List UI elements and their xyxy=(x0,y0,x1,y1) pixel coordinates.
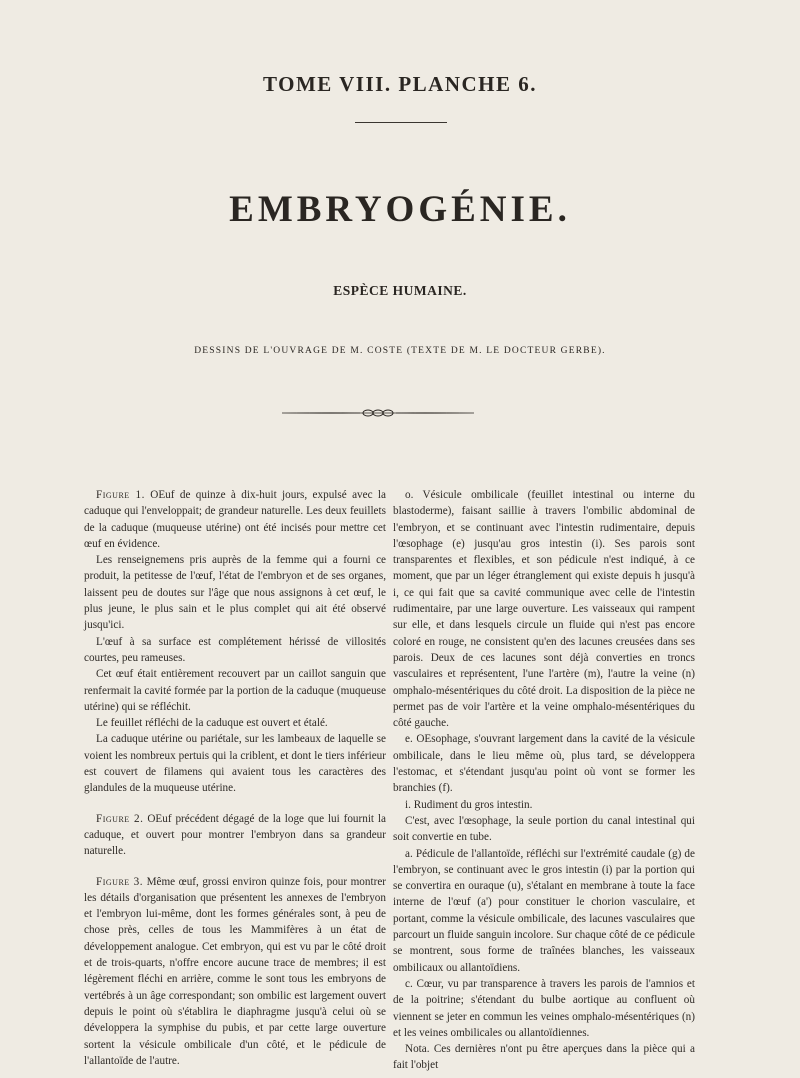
legend-c: c. Cœur, vu par transparence à travers les parois de l'amnios et de la poitrine; s'étendant du bulbe aortique au confluent où viennent se jeter en commun les veines omphalo-mésentériques (n) et les veines ombilicales ou allantoïdiennes. xyxy=(393,977,695,1039)
figure-3-text: Même œuf, grossi environ quinze fois, pour montrer les détails d'organisation que présentent les annexes de l'embryon et l'embryon lui-même, dont les formes générales sont, à peu de chose près, celles de tous les Mammifères à un état de développement analogue. Cet embryon, qui est vu par le côté droit et de trois-quarts, n'offre encore aucune trace de membres; il est légèrement fléchi en arrière, comme le sont tous les embryons de vertébrés à un âge correspondant; son ombilic est largement ouvert depuis le point où s'établira le diaphragme jusqu'à celui où se développera la symphise du pubis, et par cette large ouverture sortent la vésicule ombilicale d'un côté, et le pédicule de l'allantoïde de l'autre. xyxy=(84,875,387,1067)
credits-line: DESSINS DE L'OUVRAGE DE M. COSTE (TEXTE DE M. LE DOCTEUR GERBE). xyxy=(194,346,606,356)
figure-2-label: Figure 2. xyxy=(96,812,144,825)
short-rule xyxy=(355,122,447,123)
legend-nota: Nota. Ces dernières n'ont pu être aperçues dans la pièce qui a fait l'objet xyxy=(393,1043,695,1072)
paragraph: Le feuillet réfléchi de la caduque est ouvert et étalé. xyxy=(96,717,328,730)
paragraph: La caduque utérine ou pariétale, sur les lambeaux de laquelle se voient les nombreux pertuis qui la criblent, et dont le tiers inférieur est couvert de filamens qui avaient tous les caractères des glandules de la muqueuse utérine. xyxy=(84,733,386,795)
figure-2-paragraph xyxy=(84,811,386,860)
figure-2-text: OEuf précédent dégagé de la loge que lui fournit la caduque, et ouvert pour montrer l'embryon dans sa grandeur naturelle. xyxy=(84,812,386,858)
left-column xyxy=(84,487,386,1069)
page-title: EMBRYOGÉNIE. xyxy=(229,189,571,230)
legend-o: o. Vésicule ombilicale (feuillet intestinal ou interne du blastoderme), faisant saillie à travers l'ombilic abdominal de l'embryon, et se continuant avec l'intestin rudimentaire, depuis l'œsophage (e) jusqu'au gros intestin (i). Ses parois sont transparentes et flexibles, et son pédicule n'est indiqué, à ce moment, que par un léger étranglement qui existe depuis h jusqu'à i, ce qui fait que sa cavité communique avec celle de l'intestin rudimentaire, par une large ouverture. Les vaisseaux qui rampent sur elle, et dans lesquels circule un fluide qui n'est pas encore coloré en rouge, ne consistent qu'en des lacunes creusées dans ses parois. Deux de ces lacunes sont déjà converties en troncs vasculaires et représentent, l'une l'artère (m), l'autre la veine (n) omphalo-mésentériques du côté droit. La disposition de la pièce ne permet pas de voir l'artère et la veine omphalo-mésentériques du côté gauche. xyxy=(393,489,695,730)
ornament-divider xyxy=(282,406,474,420)
legend-cest: C'est, avec l'œsophage, la seule portion du canal intestinal qui soit convertie en tube. xyxy=(393,814,695,844)
legend-i: i. Rudiment du gros intestin. xyxy=(405,798,533,811)
figure-1-label: Figure 1. xyxy=(96,489,145,501)
legend-e: e. OEsophage, s'ouvrant largement dans la cavité de la vésicule ombilicale, dans le lieu même où, plus tard, se développera l'estomac, et s'étendant jusqu'au point où vont se former les branchies (f). xyxy=(393,733,695,795)
paragraph: L'œuf à sa surface est complétement hérissé de villosités courtes, peu rameuses. xyxy=(84,635,386,664)
subtitle: ESPÈCE HUMAINE. xyxy=(333,283,467,298)
figure-3-paragraph xyxy=(84,874,386,1070)
tome-heading: TOME VIII. PLANCHE 6. xyxy=(262,72,537,96)
figure-1-paragraph xyxy=(84,487,386,552)
right-column xyxy=(393,487,695,1074)
paragraph: Cet œuf était entièrement recouvert par un caillot sanguin que renfermait la cavité formée par la portion de la caduque (muqueuse utérine) qui se réfléchit. xyxy=(84,668,386,713)
legend-a: a. Pédicule de l'allantoïde, réfléchi sur l'extrémité caudale (g) de l'embryon, se continuant avec le gros intestin (i) par la portion qui se convertira en ouraque (u), s'étalant en membrane à toute la face interne de l'œuf (a') pour constituer le chorion vasculaire, et portant, comme la vésicule ombilicale, des lacunes vasculaires que parcourt un fluide sanguin incolore. Sur chaque côté de ce pédicule se montrent, sous forme de traînées blanches, les vaisseaux ombilicaux ou allantoïdiens. xyxy=(393,847,695,974)
figure-1-text: OEuf de quinze à dix-huit jours, expulsé avec la caduque qui l'enveloppait; de grandeur naturelle. Les deux feuillets de la caduque (muqueuse utérine) ont été incisés pour mettre cet œuf en évidence. xyxy=(84,489,386,550)
paragraph: Les renseignemens pris auprès de la femme qui a fourni ce produit, la petitesse de l'œuf, l'état de l'embryon et de ses organes, laissent peu de doutes sur l'âge que nous assignons à cet œuf, le plus jeune, le plus sain et le plus complet qui ait été observé jusqu'ici. xyxy=(84,554,386,632)
figure-3-label: Figure 3. xyxy=(96,875,144,888)
